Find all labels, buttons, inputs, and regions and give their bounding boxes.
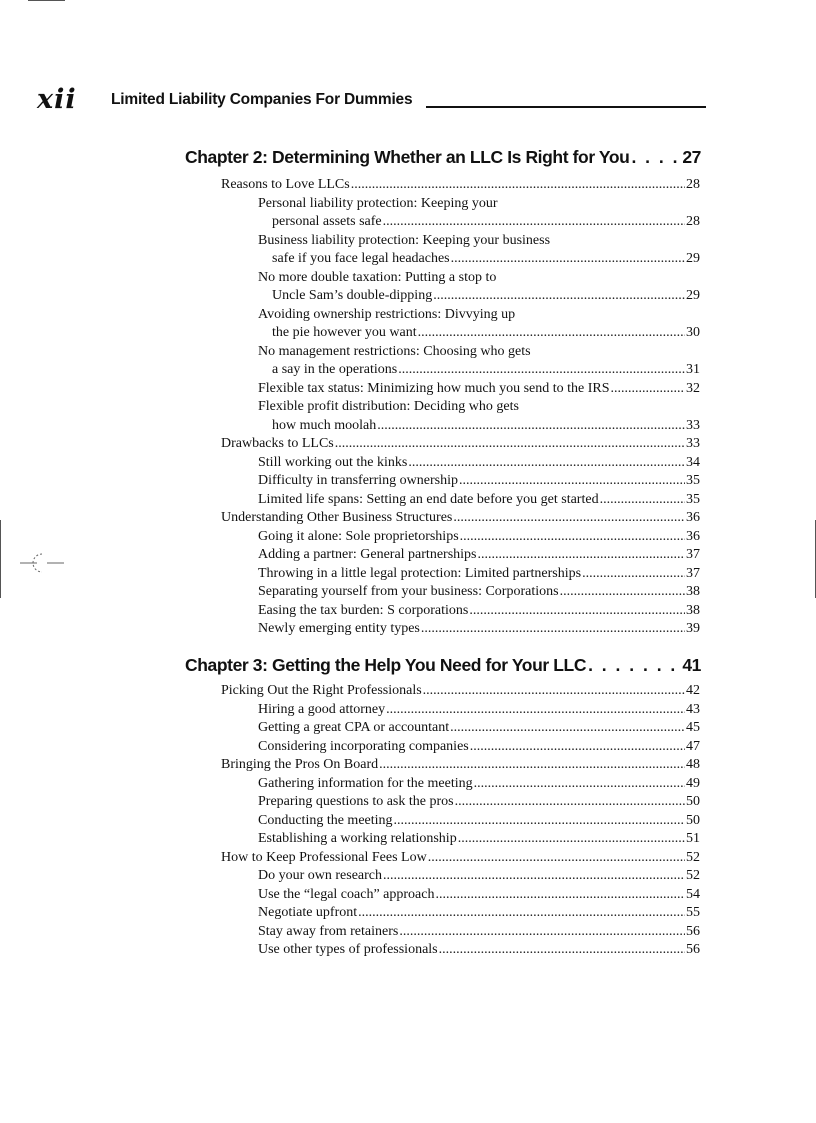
toc-entry-title: Use the “legal coach” approach <box>258 886 435 902</box>
toc-entry-title: Bringing the Pros On Board <box>221 757 379 772</box>
toc-entry-title: Separating yourself from your business: Corporations <box>258 584 559 599</box>
toc-page-number: 31 <box>686 362 700 377</box>
toc-entry-title: Easing the tax burden: S corporations <box>258 602 469 618</box>
leader-dots <box>474 775 685 794</box>
toc-entry-title: Negotiate upfront <box>258 905 358 920</box>
toc-entry-line[interactable]: Personal liability protection: Keeping your <box>258 195 498 211</box>
leader-dots <box>453 509 685 528</box>
toc-entry-line[interactable]: No more double taxation: Putting a stop to <box>258 269 497 285</box>
leader-dots <box>470 738 685 757</box>
leader-dots <box>435 886 685 905</box>
toc-page-number: 37 <box>686 547 700 562</box>
toc-entry-line[interactable]: Flexible profit distribution: Deciding who gets <box>258 399 519 414</box>
toc-page-number: 33 <box>686 436 700 451</box>
toc-entry-title: Considering incorporating companies <box>258 738 469 754</box>
toc-page-number: 32 <box>686 380 700 396</box>
toc-entry[interactable] <box>221 682 700 701</box>
leader-dots <box>439 941 685 960</box>
toc-entry-title: Hiring a good attorney <box>258 701 386 717</box>
toc-page-number: 38 <box>686 584 700 599</box>
leader-dots <box>408 454 685 473</box>
toc-entry[interactable] <box>221 176 700 195</box>
leader-dots <box>423 682 685 701</box>
toc-entry[interactable] <box>221 812 700 831</box>
toc-entry[interactable] <box>221 886 700 905</box>
toc-page-number: 35 <box>686 473 700 488</box>
toc-entry-title: Conducting the meeting <box>258 812 393 828</box>
toc-page-number: 42 <box>686 683 700 698</box>
toc-entry-title: Preparing questions to ask the pros <box>258 794 454 809</box>
toc-entry-line[interactable]: No management restrictions: Choosing who gets <box>258 343 531 359</box>
toc-page-number: 29 <box>686 251 700 266</box>
toc-entry-title: a say in the operations <box>272 362 398 377</box>
toc-entry-title: Flexible tax status: Minimizing how much you send to the IRS <box>258 380 610 396</box>
leader-dots <box>358 904 685 923</box>
toc-page-number: 52 <box>686 868 700 883</box>
toc-entry-title: How to Keep Professional Fees Low <box>221 849 427 865</box>
toc-entry[interactable] <box>221 867 700 886</box>
toc-entry[interactable] <box>221 793 700 812</box>
toc-entry[interactable] <box>221 620 700 639</box>
toc-page-number: 49 <box>686 775 700 791</box>
toc-entry[interactable] <box>221 849 700 868</box>
toc-entry[interactable] <box>221 923 700 942</box>
leader-dots <box>451 250 685 269</box>
leader-dots <box>377 417 685 436</box>
chapter-heading[interactable] <box>185 655 701 676</box>
toc-page-number: 56 <box>686 942 700 957</box>
toc-entry[interactable] <box>221 565 700 584</box>
leader-dots <box>399 923 685 942</box>
toc-page-number: 39 <box>686 621 700 636</box>
toc-page-number: 35 <box>686 491 700 507</box>
leader-dots <box>469 602 685 621</box>
running-head: Limited Liability Companies For Dummies <box>111 91 413 108</box>
toc-entry[interactable] <box>221 756 700 775</box>
chapter-3-toc <box>221 682 700 960</box>
toc-entry[interactable] <box>221 454 700 473</box>
toc-entry-title: Stay away from retainers <box>258 923 399 939</box>
toc-page-number: 51 <box>686 831 700 846</box>
leader-dots <box>455 793 685 812</box>
leader-dots <box>421 620 685 639</box>
toc-entry[interactable] <box>221 380 700 399</box>
toc-entry[interactable] <box>221 701 700 720</box>
leader-dots <box>560 583 685 602</box>
toc-page-number: 30 <box>686 325 700 340</box>
chapter-page-number: 41 <box>682 655 701 675</box>
toc-page-number: 36 <box>686 510 700 525</box>
toc-entry[interactable] <box>221 361 700 380</box>
toc-entry[interactable] <box>221 904 700 923</box>
leader-dots <box>383 213 685 232</box>
page-folio: xii <box>37 84 77 115</box>
toc-page-number: 50 <box>686 812 700 828</box>
toc-page-number: 43 <box>686 701 700 717</box>
leader-dots <box>458 830 685 849</box>
toc-entry-title: Use other types of professionals <box>258 942 438 957</box>
toc-entry-line[interactable]: Business liability protection: Keeping your business <box>258 232 551 248</box>
toc-entry-title: Picking Out the Right Professionals <box>221 683 422 698</box>
toc-entry-title: safe if you face legal headaches <box>272 251 450 266</box>
leader-dots <box>477 546 685 565</box>
toc-entry[interactable] <box>221 602 700 621</box>
toc-page-number: 55 <box>686 905 700 920</box>
leader-dots <box>379 756 685 775</box>
toc-entry-title: how much moolah <box>272 417 377 433</box>
toc-page-number: 29 <box>686 288 700 303</box>
toc-entry-title: Uncle Sam’s double-dipping <box>272 288 433 303</box>
toc-entry-title: Reasons to Love LLCs <box>221 177 350 192</box>
toc-page-number: 45 <box>686 720 700 735</box>
leader-dots <box>398 361 685 380</box>
toc-entry[interactable] <box>221 738 700 757</box>
toc-entry[interactable] <box>221 830 700 849</box>
toc-entry-title: Newly emerging entity types <box>258 621 420 636</box>
toc-page-number: 33 <box>686 417 700 433</box>
toc-page-number: 54 <box>686 886 700 902</box>
leader-dots <box>450 719 685 738</box>
toc-entry[interactable] <box>221 509 700 528</box>
leader-dots <box>582 565 685 584</box>
toc-entry[interactable] <box>221 719 700 738</box>
leader-dots <box>428 849 685 868</box>
toc-entry[interactable] <box>221 287 700 306</box>
toc-entry[interactable] <box>221 250 700 269</box>
leader-dots <box>611 380 685 399</box>
toc-entry[interactable] <box>221 546 700 565</box>
leader-dots <box>631 147 680 168</box>
toc-page-number: 56 <box>686 923 700 939</box>
toc-entry[interactable] <box>221 324 700 343</box>
toc-page-number: 38 <box>686 602 700 618</box>
toc-page-number: 28 <box>686 177 700 192</box>
toc-entry-title: Drawbacks to LLCs <box>221 436 334 451</box>
toc-entry-title: Getting a great CPA or accountant <box>258 720 450 735</box>
leader-dots <box>460 528 685 547</box>
leader-dots <box>600 491 685 510</box>
toc-entry-title: Going it alone: Sole proprietorships <box>258 528 459 544</box>
toc-entry-title: Establishing a working relationship <box>258 831 457 846</box>
leader-dots <box>351 176 685 195</box>
registration-mark-icon <box>20 548 64 578</box>
toc-entry-title: the pie however you want <box>272 325 417 340</box>
leader-dots <box>588 655 680 676</box>
toc-entry[interactable] <box>221 775 700 794</box>
toc-entry-title: personal assets safe <box>272 214 382 229</box>
toc-entry[interactable] <box>221 491 700 510</box>
toc-entry-title: Difficulty in transferring ownership <box>258 473 458 488</box>
toc-entry[interactable] <box>221 213 700 232</box>
chapter-title: Chapter 2: Determining Whether an LLC Is Right for You <box>185 147 630 167</box>
toc-entry[interactable] <box>221 417 700 436</box>
crop-mark-left <box>0 520 1 598</box>
toc-entry-title: Still working out the kinks <box>258 454 408 470</box>
leader-dots <box>386 701 685 720</box>
toc-page-number: 50 <box>686 794 700 809</box>
toc-entry[interactable] <box>221 583 700 602</box>
toc-page-number: 48 <box>686 757 700 772</box>
toc-entry-title: Gathering information for the meeting <box>258 775 473 791</box>
toc-entry[interactable] <box>221 528 700 547</box>
toc-page-number: 52 <box>686 849 700 865</box>
toc-entry[interactable] <box>221 941 700 960</box>
toc-entry[interactable] <box>221 472 700 491</box>
chapter-page-number: 27 <box>682 147 701 167</box>
leader-dots <box>394 812 685 831</box>
leader-dots <box>459 472 685 491</box>
toc-page-number: 36 <box>686 528 700 544</box>
leader-dots <box>335 435 685 454</box>
toc-entry-line[interactable]: Avoiding ownership restrictions: Divvying up <box>258 306 516 322</box>
chapter-2-toc <box>221 176 700 639</box>
chapter-heading[interactable] <box>185 147 701 168</box>
toc-entry-title: Do your own research <box>258 868 383 883</box>
toc-entry-title: Adding a partner: General partnerships <box>258 547 477 562</box>
leader-dots <box>418 324 685 343</box>
leader-dots <box>383 867 685 886</box>
toc-entry[interactable] <box>221 435 700 454</box>
toc-entry-title: Understanding Other Business Structures <box>221 510 453 525</box>
toc-page-number: 37 <box>686 565 700 581</box>
crop-mark-top <box>28 0 65 1</box>
toc-page-number: 47 <box>686 738 700 754</box>
chapter-title: Chapter 3: Getting the Help You Need for Your LLC <box>185 655 587 675</box>
header-rule <box>426 106 706 108</box>
leader-dots <box>433 287 685 306</box>
toc-page-number: 34 <box>686 454 700 470</box>
toc-page-number: 28 <box>686 214 700 229</box>
toc-entry-title: Throwing in a little legal protection: Limited partnerships <box>258 565 582 581</box>
toc-entry-title: Limited life spans: Setting an end date before you get started <box>258 491 599 507</box>
